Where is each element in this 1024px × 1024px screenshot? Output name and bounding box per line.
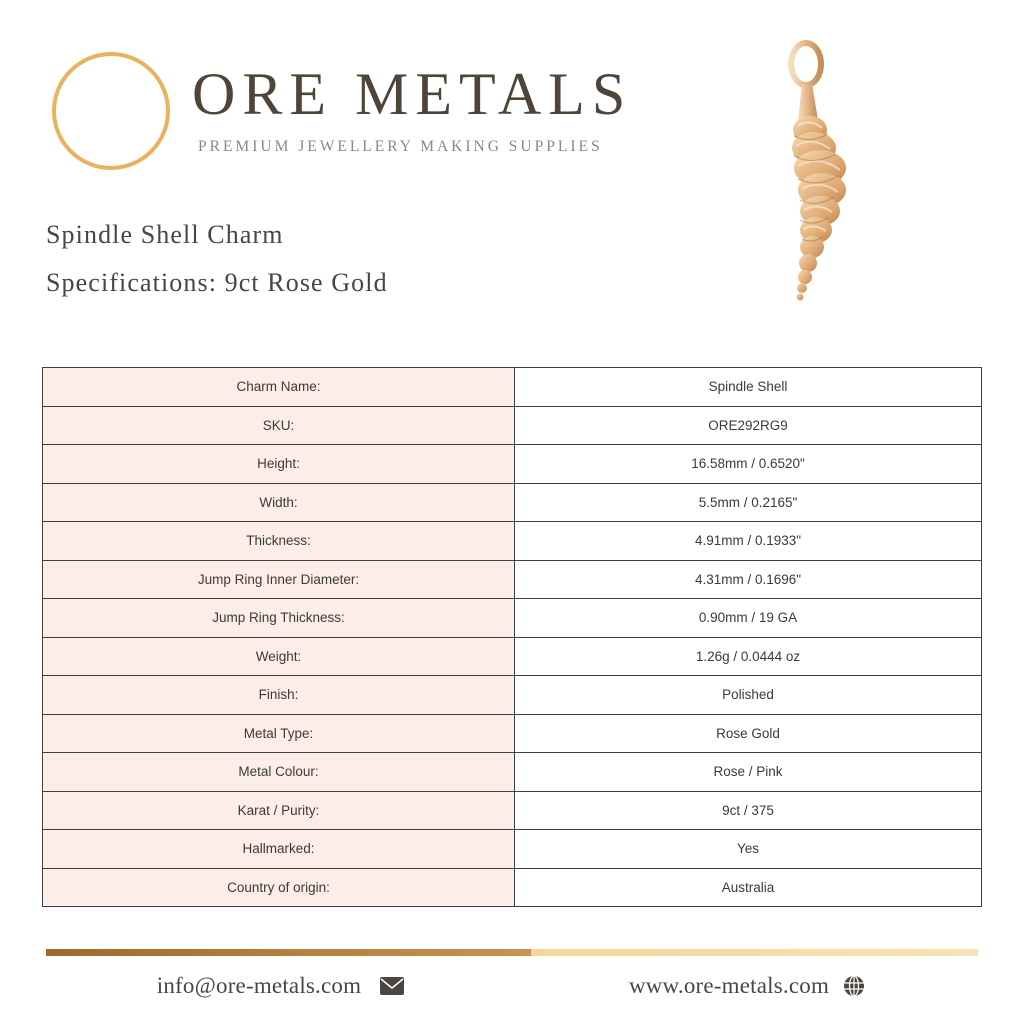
row-value: Polished: [515, 676, 982, 715]
brand-block: [192, 61, 633, 156]
envelope-icon: [379, 976, 405, 996]
row-label: Metal Type:: [43, 714, 515, 753]
row-value: Rose Gold: [515, 714, 982, 753]
brand-name: ORE METALS: [192, 61, 633, 127]
row-value: Rose / Pink: [515, 753, 982, 792]
table-row: [43, 868, 982, 907]
table-row: [43, 676, 982, 715]
footer: [46, 958, 978, 1014]
row-value: 16.58mm / 0.6520": [515, 445, 982, 484]
divider-segment-light: [531, 949, 978, 956]
title-block: [46, 222, 388, 296]
table-row: [43, 830, 982, 869]
spindle-shell-charm-image: [740, 34, 920, 324]
table-row: [43, 483, 982, 522]
gold-ring-icon: [52, 52, 170, 170]
footer-email-group[interactable]: [46, 973, 516, 999]
row-value: Yes: [515, 830, 982, 869]
row-value: 4.31mm / 0.1696": [515, 560, 982, 599]
row-value: 9ct / 375: [515, 791, 982, 830]
row-label: Hallmarked:: [43, 830, 515, 869]
footer-email[interactable]: info@ore-metals.com: [156, 973, 362, 998]
row-label: Charm Name:: [43, 368, 515, 407]
table-body: [43, 368, 982, 907]
footer-website-group[interactable]: [516, 973, 978, 999]
row-label: Thickness:: [43, 522, 515, 561]
table-row: [43, 637, 982, 676]
specifications-table: [42, 367, 982, 907]
footer-divider: [46, 949, 978, 956]
brand-tagline: PREMIUM JEWELLERY MAKING SUPPLIES: [198, 138, 603, 155]
brand-header: [46, 28, 646, 188]
row-label: Country of origin:: [43, 868, 515, 907]
footer-website[interactable]: www.ore-metals.com: [628, 973, 830, 998]
table-row: [43, 522, 982, 561]
charm-illustration: [740, 34, 920, 324]
row-value: Spindle Shell: [515, 368, 982, 407]
row-value: 4.91mm / 0.1933": [515, 522, 982, 561]
row-value: 0.90mm / 19 GA: [515, 599, 982, 638]
row-value: Australia: [515, 868, 982, 907]
table-row: [43, 791, 982, 830]
table-row: [43, 753, 982, 792]
table-row: [43, 599, 982, 638]
row-label: Metal Colour:: [43, 753, 515, 792]
row-label: Width:: [43, 483, 515, 522]
table-row: [43, 406, 982, 445]
row-label: Jump Ring Inner Diameter:: [43, 560, 515, 599]
row-value: ORE292RG9: [515, 406, 982, 445]
table-row: [43, 560, 982, 599]
table-row: [43, 445, 982, 484]
row-value: 1.26g / 0.0444 oz: [515, 637, 982, 676]
table-row: [43, 368, 982, 407]
page-title: Spindle Shell Charm: [46, 220, 284, 249]
row-label: Karat / Purity:: [43, 791, 515, 830]
row-label: SKU:: [43, 406, 515, 445]
row-label: Weight:: [43, 637, 515, 676]
globe-icon: [843, 975, 865, 997]
spec-subtitle: Specifications: 9ct Rose Gold: [46, 268, 388, 297]
divider-segment-dark: [46, 949, 531, 956]
table-row: [43, 714, 982, 753]
row-value: 5.5mm / 0.2165": [515, 483, 982, 522]
row-label: Height:: [43, 445, 515, 484]
row-label: Jump Ring Thickness:: [43, 599, 515, 638]
row-label: Finish:: [43, 676, 515, 715]
